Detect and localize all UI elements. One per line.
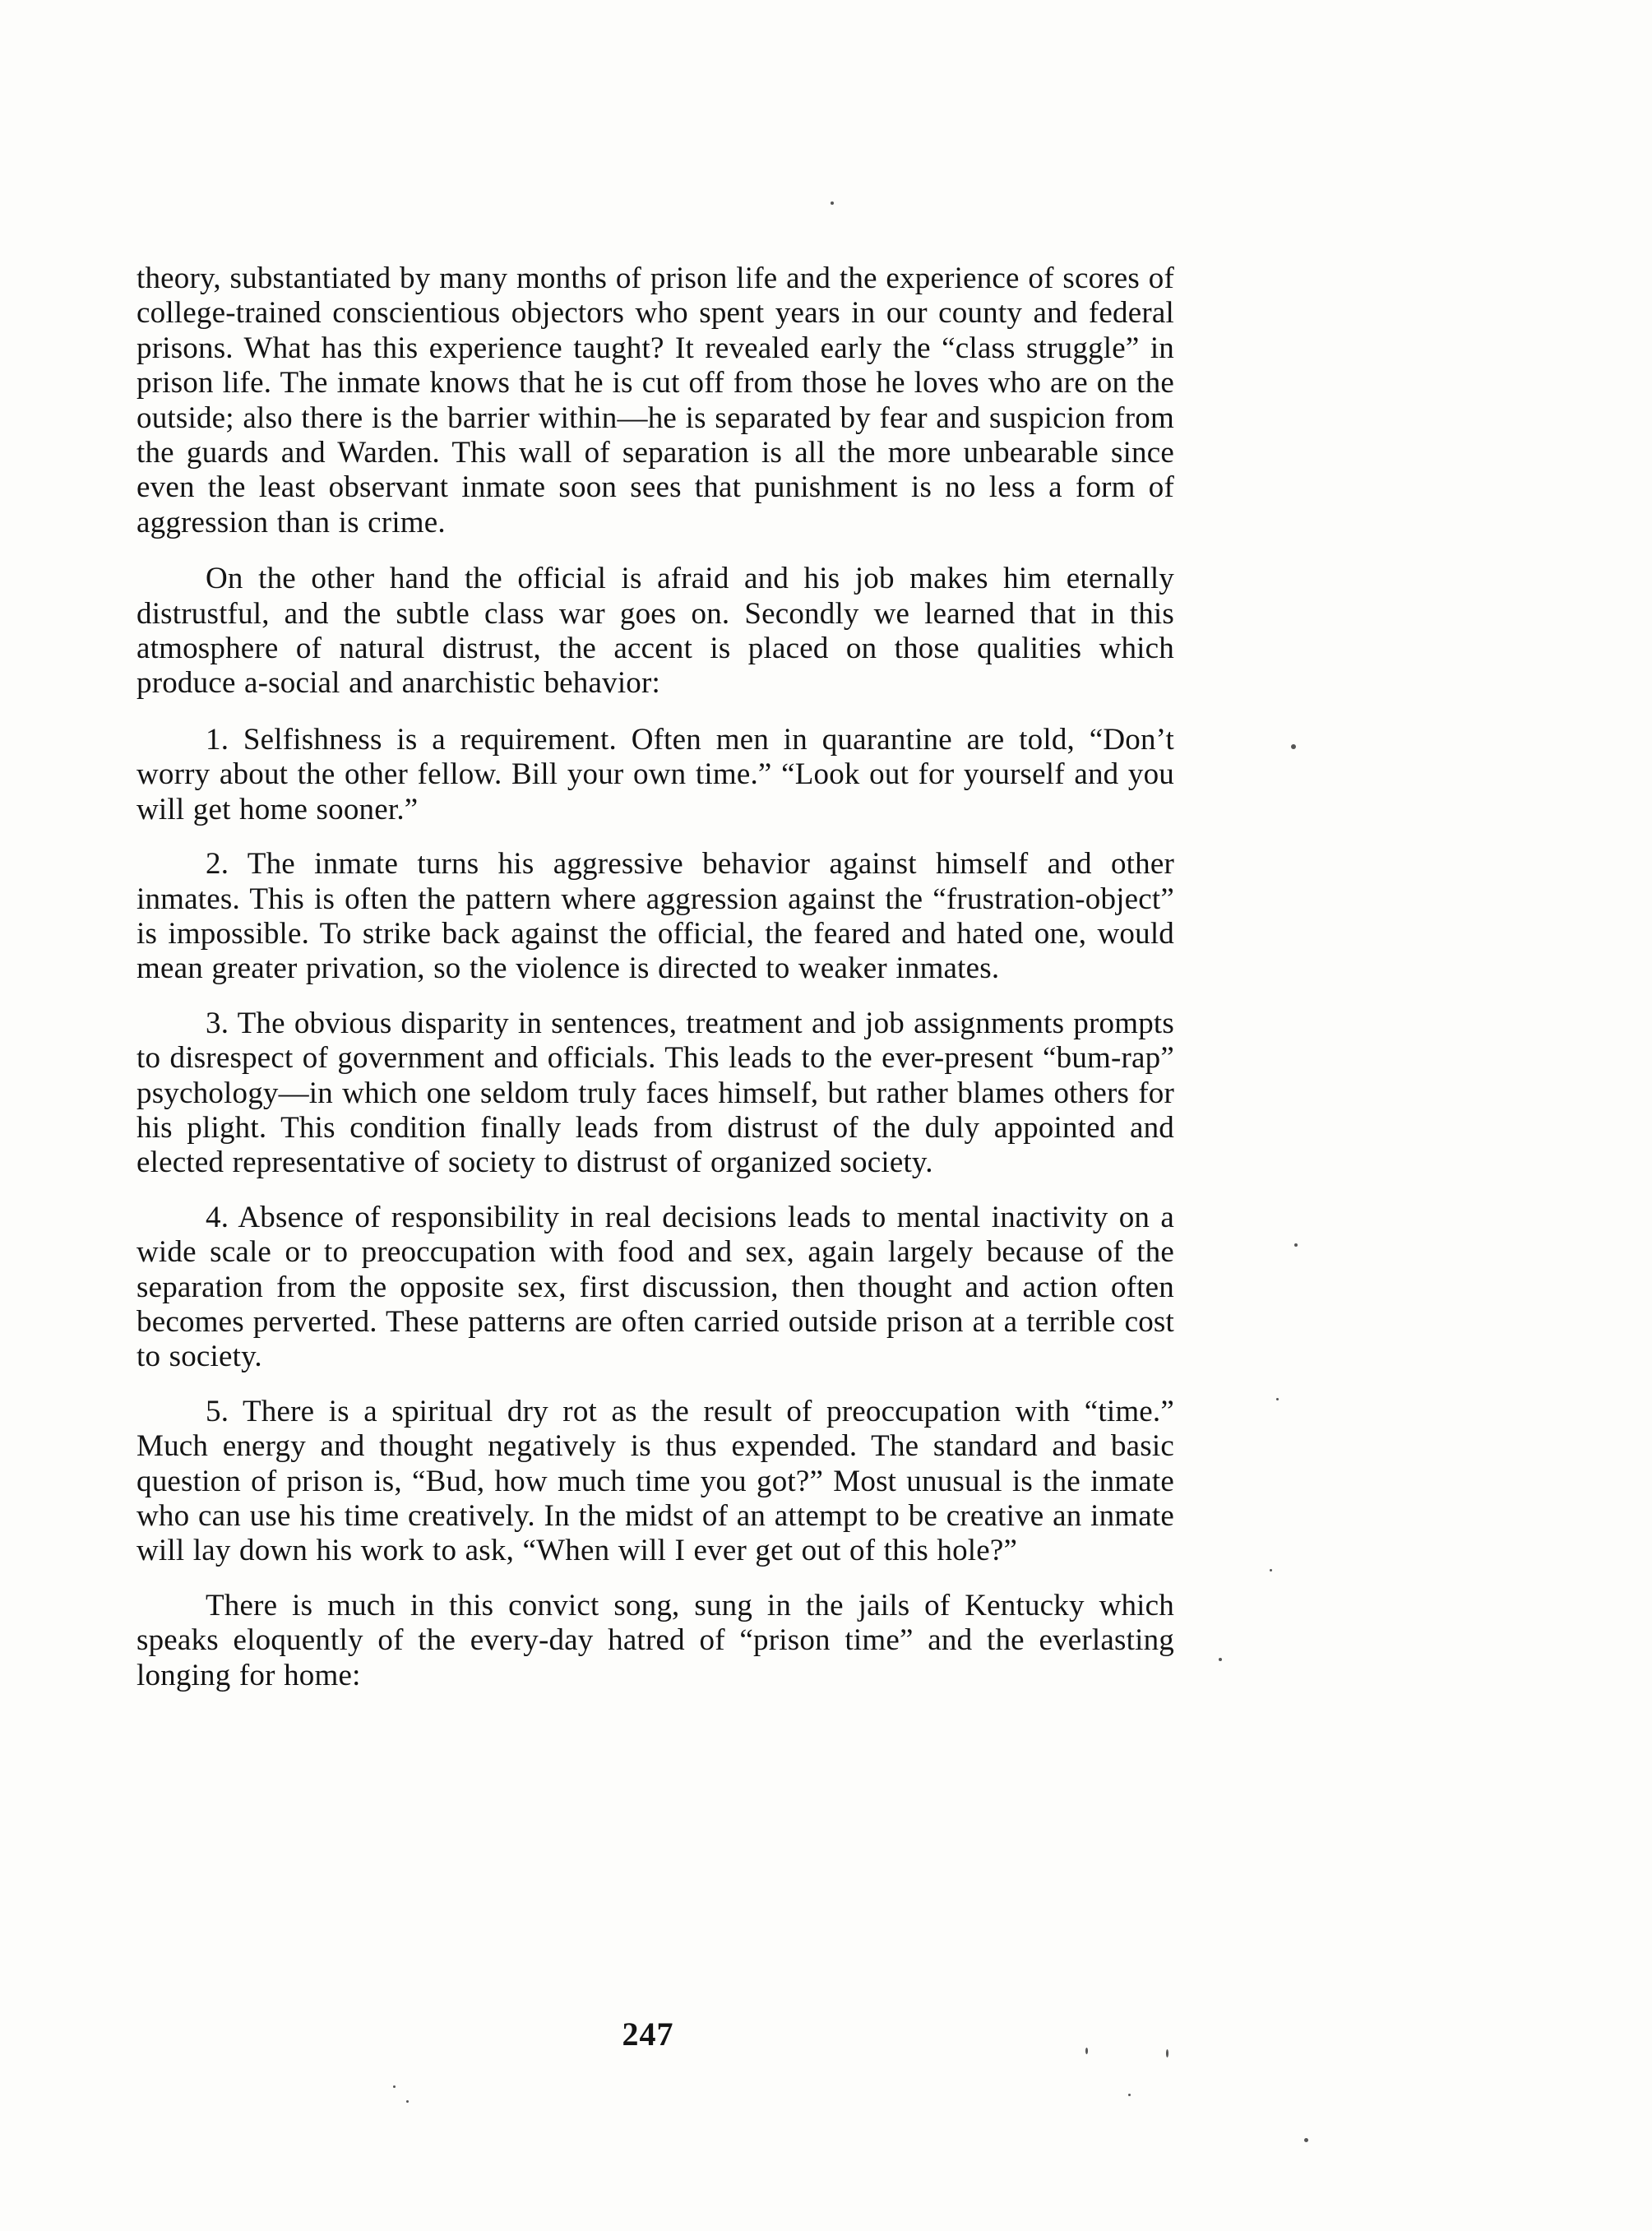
- paragraph-theory: theory, substantiated by many months of prison life and the experience of scores of college-trained conscientious objectors who spent years in our county and federal prisons. What has this experience taught? It revealed early the “class struggle” in prison life. The inmate knows that he is cut off from those he loves who are on the outside; also there is the barrier within—he is separated by fear and suspicion from the guards and Warden. This wall of separation is all the more unbearable since even the least observant inmate soon sees that punishment is no less a form of aggression than is crime.: [137, 262, 1174, 539]
- scan-speck: [1270, 1569, 1272, 1571]
- list-item-responsibility: 4. Absence of responsibility in real decisions leads to mental inactivity on a wide scale or to preoccupation with food and sex, again largely because of the separation from the opposite sex, first discussion, then thought and action often becomes perverted. These patterns are often carried outside prison at a terrible cost to society.: [137, 1200, 1174, 1374]
- scan-speck: [1219, 1658, 1222, 1661]
- scan-speck: [1291, 744, 1296, 749]
- scan-speck: [1085, 2048, 1088, 2054]
- scan-speck: [831, 201, 834, 205]
- scan-speck: [1166, 2049, 1168, 2057]
- list-item-dry-rot: 5. There is a spiritual dry rot as the result of preoccupation with “time.” Much energy and thought negatively is thus expended. The standard and basic question of prison is, “Bud, how much time you got?” Most unusual is the inmate who can use his time creatively. In the midst of an attempt to be creative an inmate will lay down his work to ask, “When will I ever get out of this hole?”: [137, 1394, 1174, 1568]
- scan-speck: [406, 2100, 409, 2103]
- scan-speck: [393, 2085, 396, 2088]
- page-number: 247: [622, 2016, 674, 2053]
- scan-speck: [1304, 2138, 1308, 2142]
- page-body: [137, 262, 1174, 1693]
- paragraph-convict-song: There is much in this convict song, sung in the jails of Kentucky which speaks eloquently of the every-day hatred of “prison time” and the everlasting longing for home:: [137, 1588, 1174, 1692]
- list-item-disparity: 3. The obvious disparity in sentences, treatment and job assignments prompts to disrespect of government and officials. This leads to the ever-present “bum-rap” psychology—in which one seldom truly faces himself, but rather blames others for his plight. This condition finally leads from distrust of the duly appointed and elected representative of society to distrust of organized society.: [137, 1006, 1174, 1180]
- list-item-selfishness: 1. Selfishness is a requirement. Often men in quarantine are told, “Don’t worry about the other fellow. Bill your own time.” “Look out for yourself and you will get home sooner.”: [137, 722, 1174, 826]
- scan-speck: [1276, 1398, 1279, 1400]
- scan-speck: [1294, 1243, 1298, 1247]
- list-item-aggressive-behavior: 2. The inmate turns his aggressive behavior against himself and other inmates. This is often the pattern where aggression against the “frustration-object” is impossible. To strike back against the official, the feared and hated one, would mean greater privation, so the violence is directed to weaker inmates.: [137, 847, 1174, 986]
- scan-speck: [1128, 2094, 1131, 2096]
- paragraph-official: On the other hand the official is afraid and his job makes him eternally distrustful, and the subtle class war goes on. Secondly we learned that in this atmosphere of natural distrust, the accent is placed on those qualities which produce a-social and anarchistic behavior:: [137, 562, 1174, 701]
